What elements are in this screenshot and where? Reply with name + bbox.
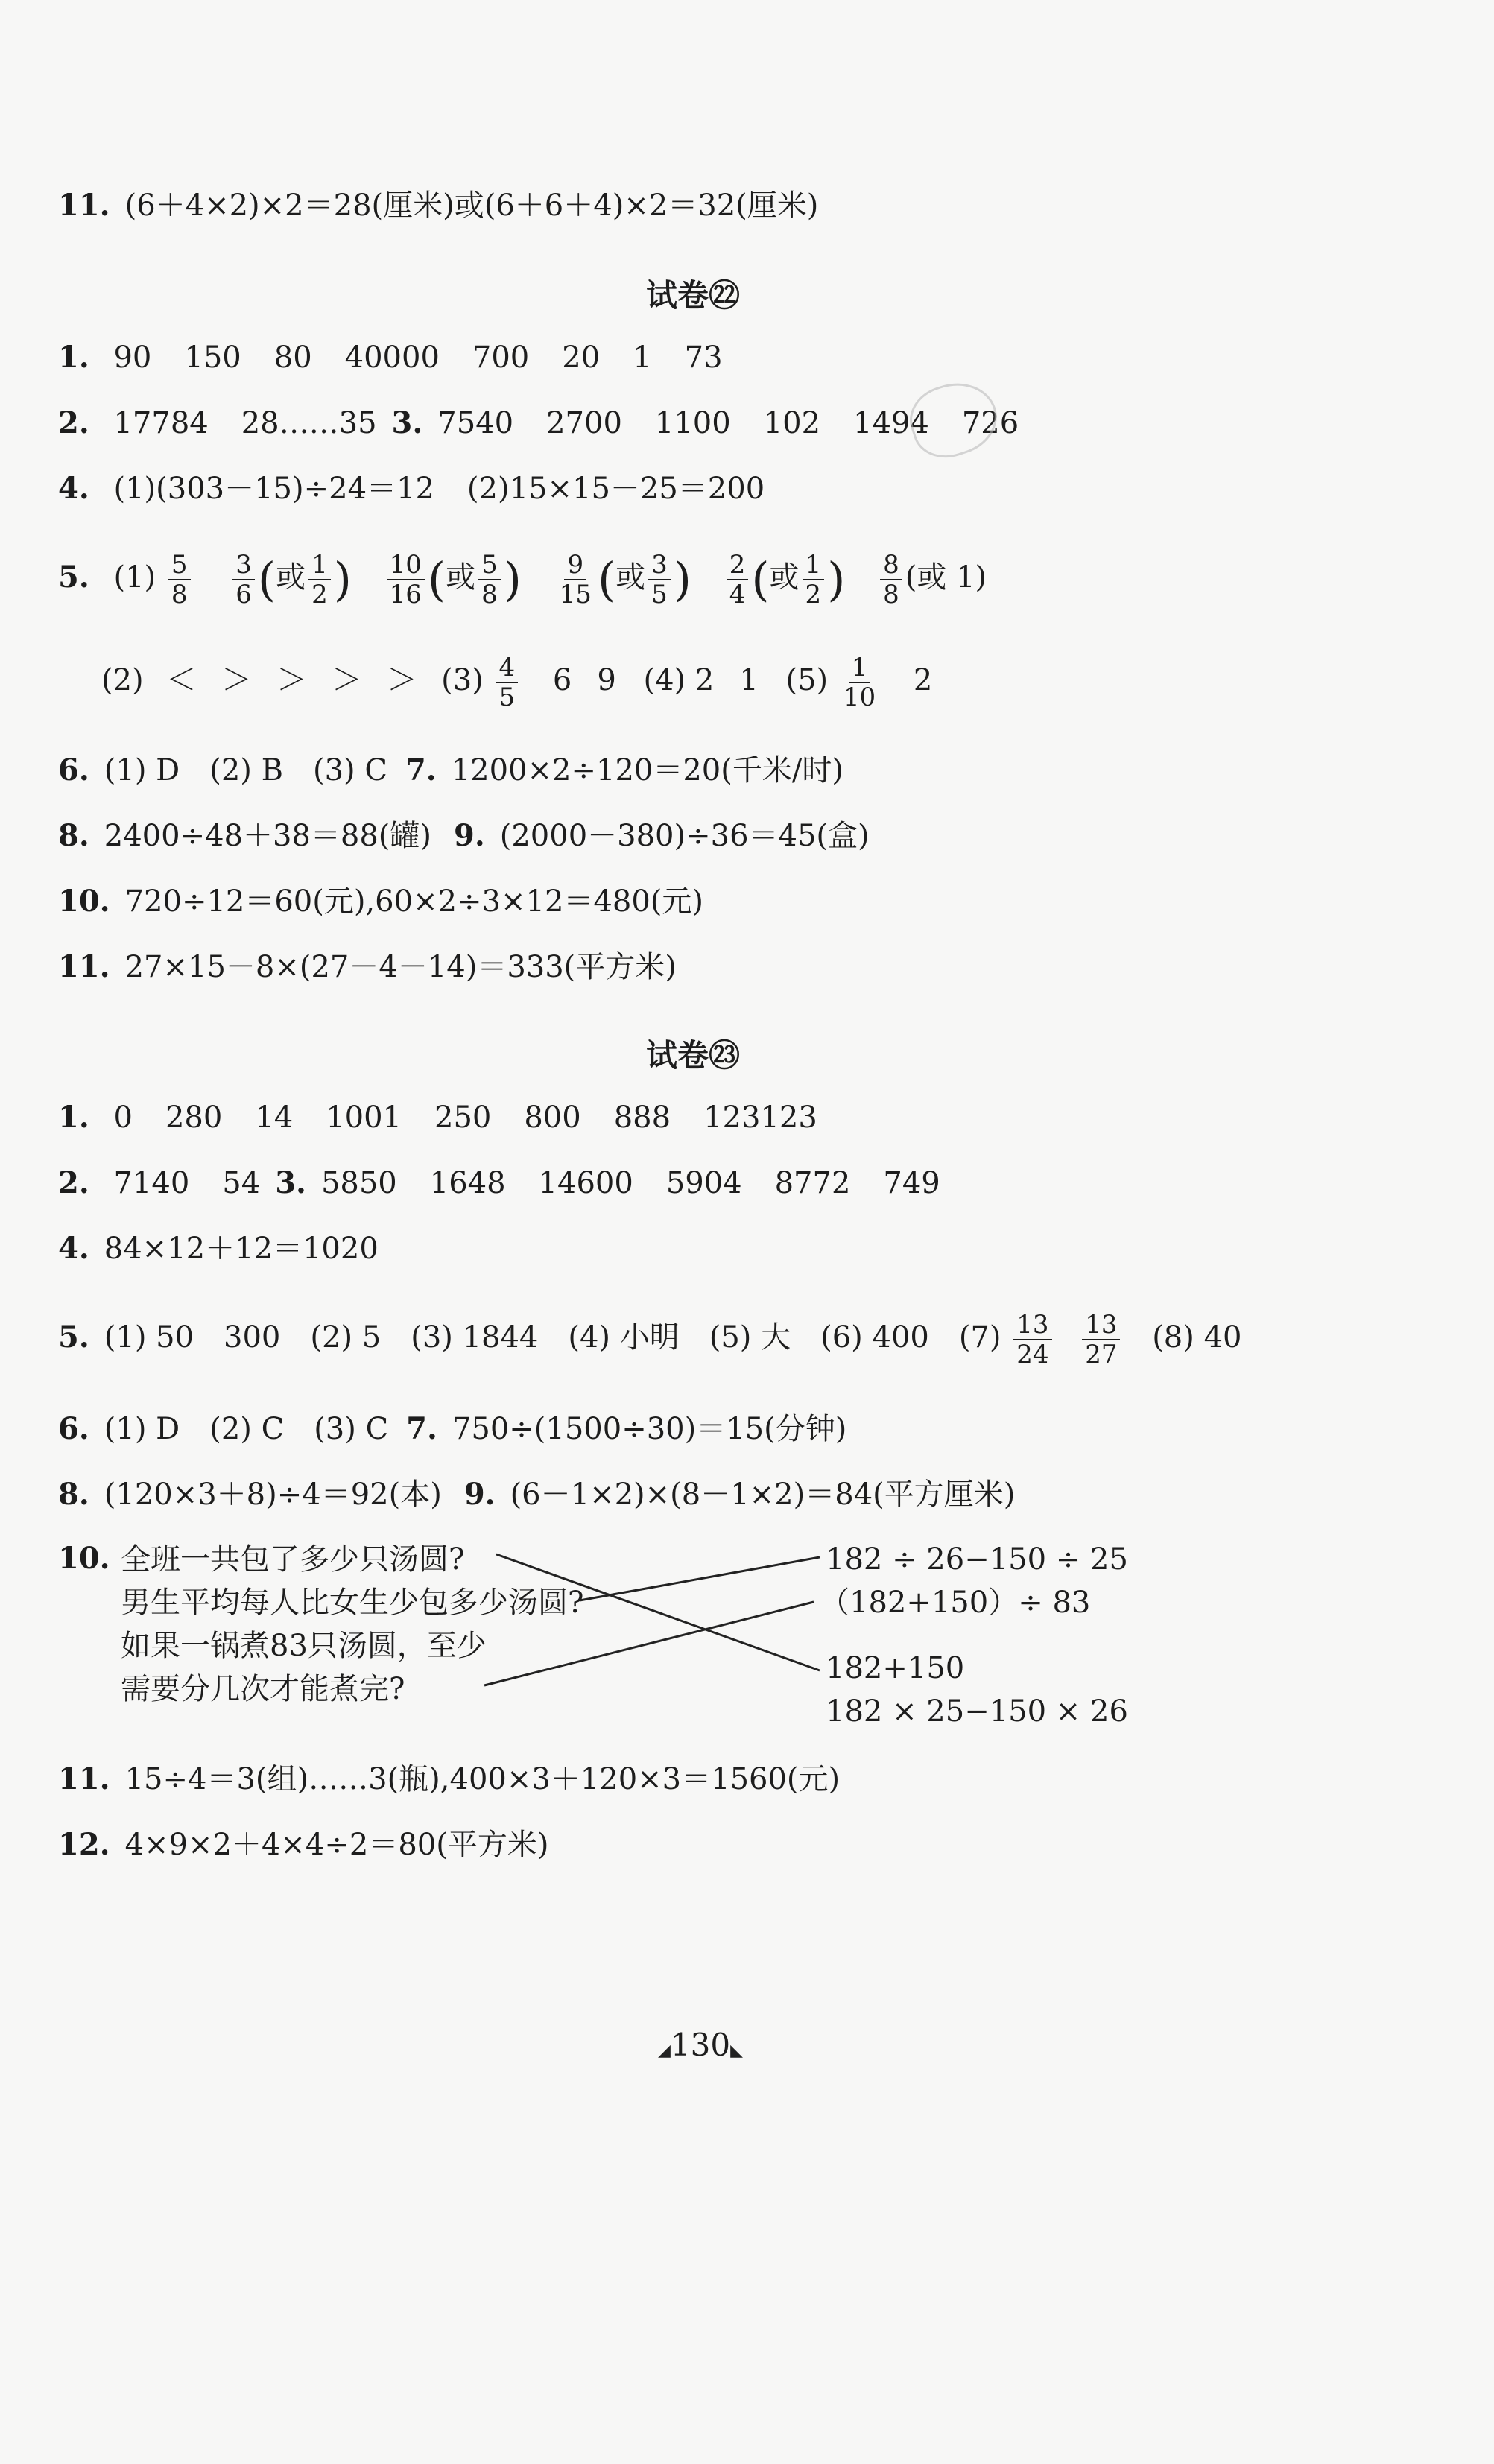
- question-number: 10.: [58, 884, 110, 919]
- part-label: (5): [785, 663, 829, 697]
- match-right-item: （182+150）÷ 83: [820, 1586, 1091, 1620]
- fraction: $\frac{9}{15}$: [559, 550, 592, 609]
- answer-item: 5850: [320, 1166, 397, 1200]
- question-number: 4.: [58, 471, 89, 506]
- answer-text: (6＋4×2)×2＝28(厘米)或(6＋6＋4)×2＝32(厘米): [124, 189, 819, 223]
- or-text: 或: [615, 560, 646, 595]
- answer-item: ＜: [166, 663, 197, 697]
- answer-text: 4×9×2＋4×4÷2＝80(平方米): [124, 1828, 549, 1862]
- match-left-item: 全班一共包了多少只汤圆?: [121, 1542, 465, 1577]
- answer-item: 14: [255, 1100, 294, 1135]
- question-number: 2.: [58, 405, 89, 440]
- answer-text: 1200×2÷120＝20(千米/时): [451, 753, 843, 788]
- question-number: 6.: [58, 1411, 89, 1446]
- answer-item: 54: [222, 1166, 261, 1200]
- answer-item: 150: [184, 341, 241, 375]
- part-label: (1): [113, 560, 156, 595]
- match-right-item: 182 ÷ 26−150 ÷ 25: [826, 1542, 1128, 1577]
- answer-item: 20: [562, 341, 601, 375]
- answer-item: 250: [434, 1100, 492, 1135]
- answer-item: 17784: [113, 406, 209, 440]
- answer-item: 7540: [437, 406, 514, 440]
- fraction: $\frac{3}{6}$: [232, 551, 255, 609]
- match-left-item: 男生平均每人比女生少包多少汤圆?: [121, 1586, 584, 1620]
- answer-text: 84×12＋12＝1020: [104, 1232, 379, 1266]
- fraction: $\frac{1}{2}$: [308, 551, 331, 609]
- question-number: 7.: [406, 1411, 437, 1446]
- answer-item: (2)15×15－25＝200: [466, 472, 765, 506]
- answer-item: 888: [613, 1100, 671, 1135]
- fraction: $\frac{3}{5}$: [648, 551, 671, 609]
- answer-item: 6: [552, 663, 572, 697]
- answer-item: 700: [472, 341, 530, 375]
- answer-item: 1001: [326, 1100, 402, 1135]
- answer-item: 726: [961, 406, 1019, 440]
- answer-item: 9: [597, 663, 616, 697]
- answer-item: 2: [694, 663, 715, 697]
- answer-text: (8) 40: [1152, 1320, 1242, 1355]
- or-text: 或: [276, 560, 306, 595]
- page-number: ◢130◣: [657, 2027, 743, 2063]
- match-line: [484, 1602, 814, 1685]
- match-left-item: 如果一锅煮83只汤圆，至少: [121, 1629, 487, 1663]
- question-number: 3.: [391, 405, 423, 440]
- question-number: 7.: [405, 753, 437, 788]
- answer-item: 1494: [853, 406, 929, 440]
- section-title: 试卷㉓: [645, 1037, 740, 1074]
- answer-item: ＞: [276, 663, 307, 697]
- answer-text: (1) 50 300 (2) 5 (3) 1844 (4) 小明 (5) 大 (6) 400 (7): [104, 1320, 1001, 1355]
- part-label: (3): [441, 663, 484, 697]
- answer-item: 123123: [703, 1100, 817, 1135]
- part-label: (4): [643, 663, 686, 697]
- question-number: 6.: [58, 753, 89, 788]
- question-number: 11.: [58, 188, 110, 223]
- fraction: $\frac{4}{5}$: [496, 653, 519, 712]
- or-text: (或 1): [905, 560, 987, 595]
- or-text: 或: [769, 560, 800, 595]
- question-number: 4.: [58, 1231, 89, 1266]
- answer-item: 14600: [538, 1166, 633, 1200]
- answer-item: 80: [273, 341, 312, 375]
- answer-item: 28……35: [241, 406, 377, 440]
- answer-item: ＞: [332, 663, 362, 697]
- answer-item: 1: [739, 663, 759, 697]
- answer-item: 2700: [546, 406, 622, 440]
- answer-text: 27×15－8×(27－4－14)＝333(平方米): [124, 950, 677, 984]
- match-right-item: 182+150: [826, 1651, 965, 1685]
- answer-line: [58, 1758, 1449, 1800]
- answer-item: 8772: [774, 1166, 851, 1200]
- answer-item: 1: [633, 341, 652, 375]
- question-number: 12.: [58, 1827, 110, 1862]
- section-title: 试卷㉒: [645, 277, 740, 314]
- answer-text: 15÷4＝3(组)……3(瓶),400×3＋120×3＝1560(元): [124, 1762, 841, 1796]
- answer-text: (1) D (2) C (3) C: [104, 1412, 389, 1446]
- fraction: $\frac{8}{8}$: [880, 551, 902, 609]
- answer-item: 2: [913, 663, 933, 697]
- fraction: $\frac{1}{10}$: [843, 653, 876, 712]
- fraction: $\frac{5}{8}$: [168, 551, 191, 609]
- question-number: 5.: [58, 1320, 89, 1355]
- answer-item: 800: [524, 1100, 581, 1135]
- question-number: 8.: [58, 1477, 89, 1512]
- answer-line: [58, 1824, 1449, 1866]
- answer-text: (6－1×2)×(8－1×2)＝84(平方厘米): [510, 1478, 1016, 1512]
- answer-item: 5904: [665, 1166, 742, 1200]
- answer-item: 280: [165, 1100, 223, 1135]
- question-number: 2.: [58, 1165, 89, 1200]
- answer-item: 0: [113, 1100, 133, 1135]
- question-number: 5.: [58, 560, 89, 595]
- answer-item: 1648: [429, 1166, 506, 1200]
- answer-item: 749: [883, 1166, 940, 1200]
- answer-item: 7140: [113, 1166, 190, 1200]
- fraction: $\frac{1}{2}$: [803, 551, 825, 609]
- answer-item: 102: [763, 406, 821, 440]
- match-right-item: 182 × 25−150 × 26: [826, 1694, 1128, 1729]
- question-number: 8.: [58, 818, 89, 853]
- question-number: 9.: [453, 818, 485, 853]
- question-number: 10.: [58, 1541, 110, 1576]
- answer-item: 40000: [344, 341, 440, 375]
- question-number: 1.: [58, 340, 89, 375]
- question-number: 9.: [463, 1477, 496, 1512]
- fraction: $\frac{13}{24}$: [1013, 1311, 1051, 1369]
- fraction: $\frac{10}{16}$: [387, 551, 425, 609]
- answer-text: (2000－380)÷36＝45(盒): [499, 819, 870, 853]
- answer-item: (1)(303－15)÷24＝12: [113, 472, 434, 506]
- answer-item: 90: [113, 341, 152, 375]
- answer-text: (120×3＋8)÷4＝92(本): [104, 1478, 442, 1512]
- question-number: 1.: [58, 1100, 89, 1135]
- match-left-item: 需要分几次才能煮完?: [121, 1672, 405, 1706]
- match-line: [580, 1557, 820, 1600]
- answer-text: 750÷(1500÷30)＝15(分钟): [452, 1412, 847, 1446]
- answer-item: 73: [684, 341, 723, 375]
- answer-item: ＞: [387, 663, 417, 697]
- fraction: $\frac{2}{4}$: [727, 551, 749, 609]
- question-number: 3.: [275, 1165, 306, 1200]
- question-number: 11.: [58, 949, 110, 984]
- or-text: 或: [446, 560, 476, 595]
- fraction: $\frac{5}{8}$: [478, 551, 501, 609]
- question-number: 11.: [58, 1761, 110, 1796]
- answer-item: 1100: [654, 406, 731, 440]
- answer-line: 5. (1) $\frac{5}{8}$ $\frac{3}{6}$ (或 $\frac{1}{2}$ ) $\frac{10}{16}$ (或 $\frac{5}{8}$ ) $\frac{9}{15}$ (或 $\frac{3}{5}$ ) $\frac{2}{4}$ (或 $\frac{1}{2}$ ) $\frac{8}{8}$ (或 1): [58, 550, 987, 609]
- answer-text: 720÷12＝60(元),60×2÷3×12＝480(元): [124, 884, 703, 919]
- answer-text: (1) D (2) B (3) C: [104, 753, 387, 788]
- fraction: $\frac{13}{27}$: [1082, 1311, 1120, 1369]
- part-label: (2): [101, 663, 144, 697]
- answer-item: ＞: [221, 663, 252, 697]
- answer-text: 2400÷48＋38＝88(罐): [104, 819, 431, 853]
- page-ornament-right: ◣: [730, 2042, 743, 2060]
- page-ornament-left: ◢: [657, 2042, 671, 2060]
